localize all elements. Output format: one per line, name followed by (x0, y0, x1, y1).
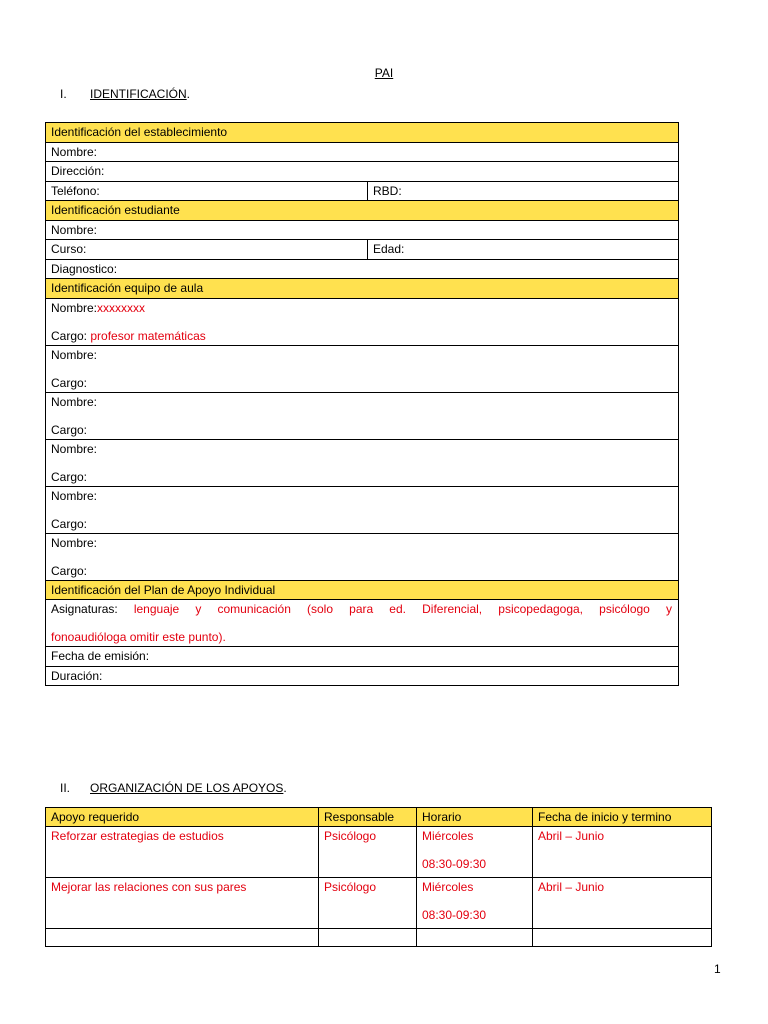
col-header-support: Apoyo requerido (46, 808, 319, 827)
col-header-responsible: Responsable (319, 808, 417, 827)
plan-subjects-value: lenguaje y comunicación (solo para ed. Diferencial, psicopedagoga, psicólogo y (133, 602, 672, 616)
team-member-5[interactable]: Nombre: Cargo: (46, 486, 679, 533)
establishment-phone-field[interactable]: Teléfono: (46, 181, 368, 201)
team-member-3[interactable]: Nombre: Cargo: (46, 392, 679, 439)
document-title: PAI (374, 66, 394, 80)
team-member-1-name: xxxxxxxx (97, 300, 146, 315)
establishment-name-field[interactable]: Nombre: (46, 142, 679, 162)
dates-cell[interactable] (533, 929, 712, 947)
team-member-1-role: profesor matemáticas (90, 328, 206, 343)
student-header: Identificación estudiante (46, 201, 679, 221)
section-organizacion-heading: II. ORGANIZACIÓN DE LOS APOYOS. (60, 781, 287, 795)
plan-subjects-field[interactable]: Asignaturas: lenguaje y comunicación (solo para ed. Diferencial, psicopedagoga, psicólogo y fonoaudióloga omitir este punto). (46, 600, 679, 647)
team-member-6[interactable]: Nombre: Cargo: (46, 533, 679, 580)
responsible-cell[interactable] (319, 929, 417, 947)
support-cell[interactable]: Reforzar estrategias de estudios (46, 827, 319, 878)
section-label: IDENTIFICACIÓN (90, 87, 187, 101)
team-member-4[interactable]: Nombre: Cargo: (46, 439, 679, 486)
dates-cell[interactable]: Abril – Junio (533, 827, 712, 878)
responsible-cell[interactable]: Psicólogo (319, 827, 417, 878)
table-row (46, 827, 712, 878)
student-age-field[interactable]: Edad: (368, 240, 679, 260)
schedule-cell[interactable]: Miércoles 08:30-09:30 (417, 827, 533, 878)
section-number: I. (60, 87, 67, 101)
section-label: ORGANIZACIÓN DE LOS APOYOS (90, 781, 284, 795)
section-identificacion-heading: I. IDENTIFICACIÓN. (60, 87, 191, 101)
responsible-cell[interactable]: Psicólogo (319, 878, 417, 929)
col-header-schedule: Horario (417, 808, 533, 827)
team-member-2[interactable]: Nombre: Cargo: (46, 345, 679, 392)
schedule-cell[interactable] (417, 929, 533, 947)
student-diagnosis-field[interactable]: Diagnostico: (46, 259, 679, 279)
supports-table (45, 807, 712, 947)
support-cell[interactable] (46, 929, 319, 947)
plan-issue-date-field[interactable]: Fecha de emisión: (46, 647, 679, 667)
establishment-address-field[interactable]: Dirección: (46, 162, 679, 182)
student-course-field[interactable]: Curso: (46, 240, 368, 260)
identification-table (45, 122, 679, 686)
section-number: II. (60, 781, 71, 795)
support-cell[interactable]: Mejorar las relaciones con sus pares (46, 878, 319, 929)
establishment-rbd-field[interactable]: RBD: (368, 181, 679, 201)
student-name-field[interactable]: Nombre: (46, 220, 679, 240)
dates-cell[interactable]: Abril – Junio (533, 878, 712, 929)
col-header-dates: Fecha de inicio y termino (533, 808, 712, 827)
page-number: 1 (714, 962, 721, 976)
table-row-empty (46, 929, 712, 947)
team-member-1[interactable]: Nombre:xxxxxxxx Cargo: profesor matemáticas (46, 298, 679, 345)
plan-header: Identificación del Plan de Apoyo Individual (46, 580, 679, 600)
schedule-cell[interactable]: Miércoles 08:30-09:30 (417, 878, 533, 929)
establishment-header: Identificación del establecimiento (46, 123, 679, 143)
team-header: Identificación equipo de aula (46, 279, 679, 299)
table-row (46, 878, 712, 929)
plan-subjects-value-cont: fonoaudióloga omitir este punto). (51, 630, 226, 644)
plan-duration-field[interactable]: Duración: (46, 666, 679, 686)
